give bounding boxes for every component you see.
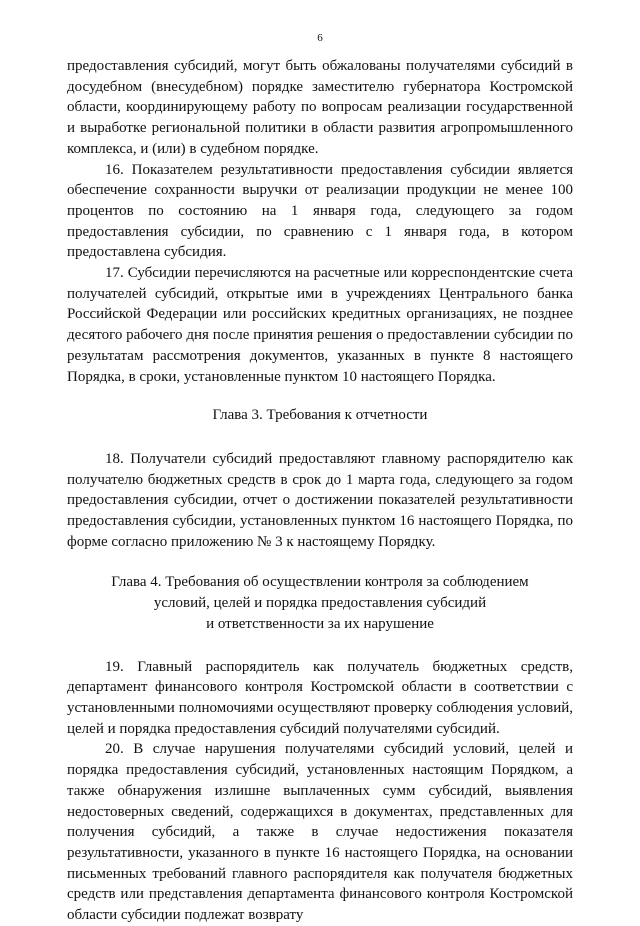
paragraph-18: 18. Получатели субсидий предоставляют главному распорядителю как получателю бюджетных средств в срок до 1 марта года, следующего за годом предоставления субсидии, отчет о достижении показателей результативности предоставления субсидии, установленных пунктом 16 настоящего Порядка, по форме согласно приложению № 3 к настоящему Порядку.	[67, 450, 573, 550]
paragraph-19: 19. Главный распорядитель как получатель бюджетных средств, департамент финансового контроля Костромской области в соответствии с установленными полномочиями осуществляют проверку соблюдения условий, целей и порядка предоставления субсидий получателями субсидий.	[67, 658, 573, 737]
page-number: 6	[317, 32, 323, 44]
chapter-4-heading	[67, 572, 573, 634]
document-body	[67, 56, 573, 926]
paragraph-17: 17. Субсидии перечисляются на расчетные или корреспондентские счета получателей субсидий, открытые ими в учреждениях Центрального банка Российской Федерации или российских кредитных организациях, не позднее десятого рабочего дня после принятия решения о предоставлении субсидии по результатам рассмотрения документов, указанных в пункте 8 настоящего Порядка, в сроки, установленные пунктом 10 настоящего Порядка.	[67, 265, 573, 385]
chapter-3-heading: Глава 3. Требования к отчетности	[212, 407, 428, 424]
paragraph-continuation: предоставления субсидий, могут быть обжалованы получателями субсидий в досудебном (внесудебном) порядке заместителю губернатора Костромской области, координирующему работу по вопросам реализации государственной и выработке региональной политики в области развития агропромышленного комплекса, и (или) в судебном порядке.	[67, 58, 573, 157]
chapter-4-heading-line-2: условий, целей и порядка предоставления субсидий	[153, 595, 487, 612]
paragraph-16: 16. Показателем результативности предоставления субсидии является обеспечение сохранности выручки от реализации продукции не менее 100 процентов по состоянию на 1 января года, следующего за годом предоставления субсидии, по сравнению с 1 января года, в котором предоставлена субсидия.	[67, 161, 573, 261]
chapter-4-heading-line-3: и ответственности за их нарушение	[206, 615, 434, 632]
chapter-4-heading-line-1: Глава 4. Требования об осуществлении контроля за соблюдением	[111, 574, 529, 591]
paragraph-20: 20. В случае нарушения получателями субсидий условий, целей и порядка предоставления субсидий, установленных настоящим Порядком, а также обнаружения излишне выплаченных сумм субсидий, выявления недостоверных сведений, содержащихся в документах, представленных для получения субсидий, а также в случае недостижения показателя результативности, указанного в пункте 16 настоящего Порядка, на основании письменных требований главного распорядителя как получателя бюджетных средств или представления департамента финансового контроля Костромской области субсидии подлежат возврату	[67, 741, 573, 924]
